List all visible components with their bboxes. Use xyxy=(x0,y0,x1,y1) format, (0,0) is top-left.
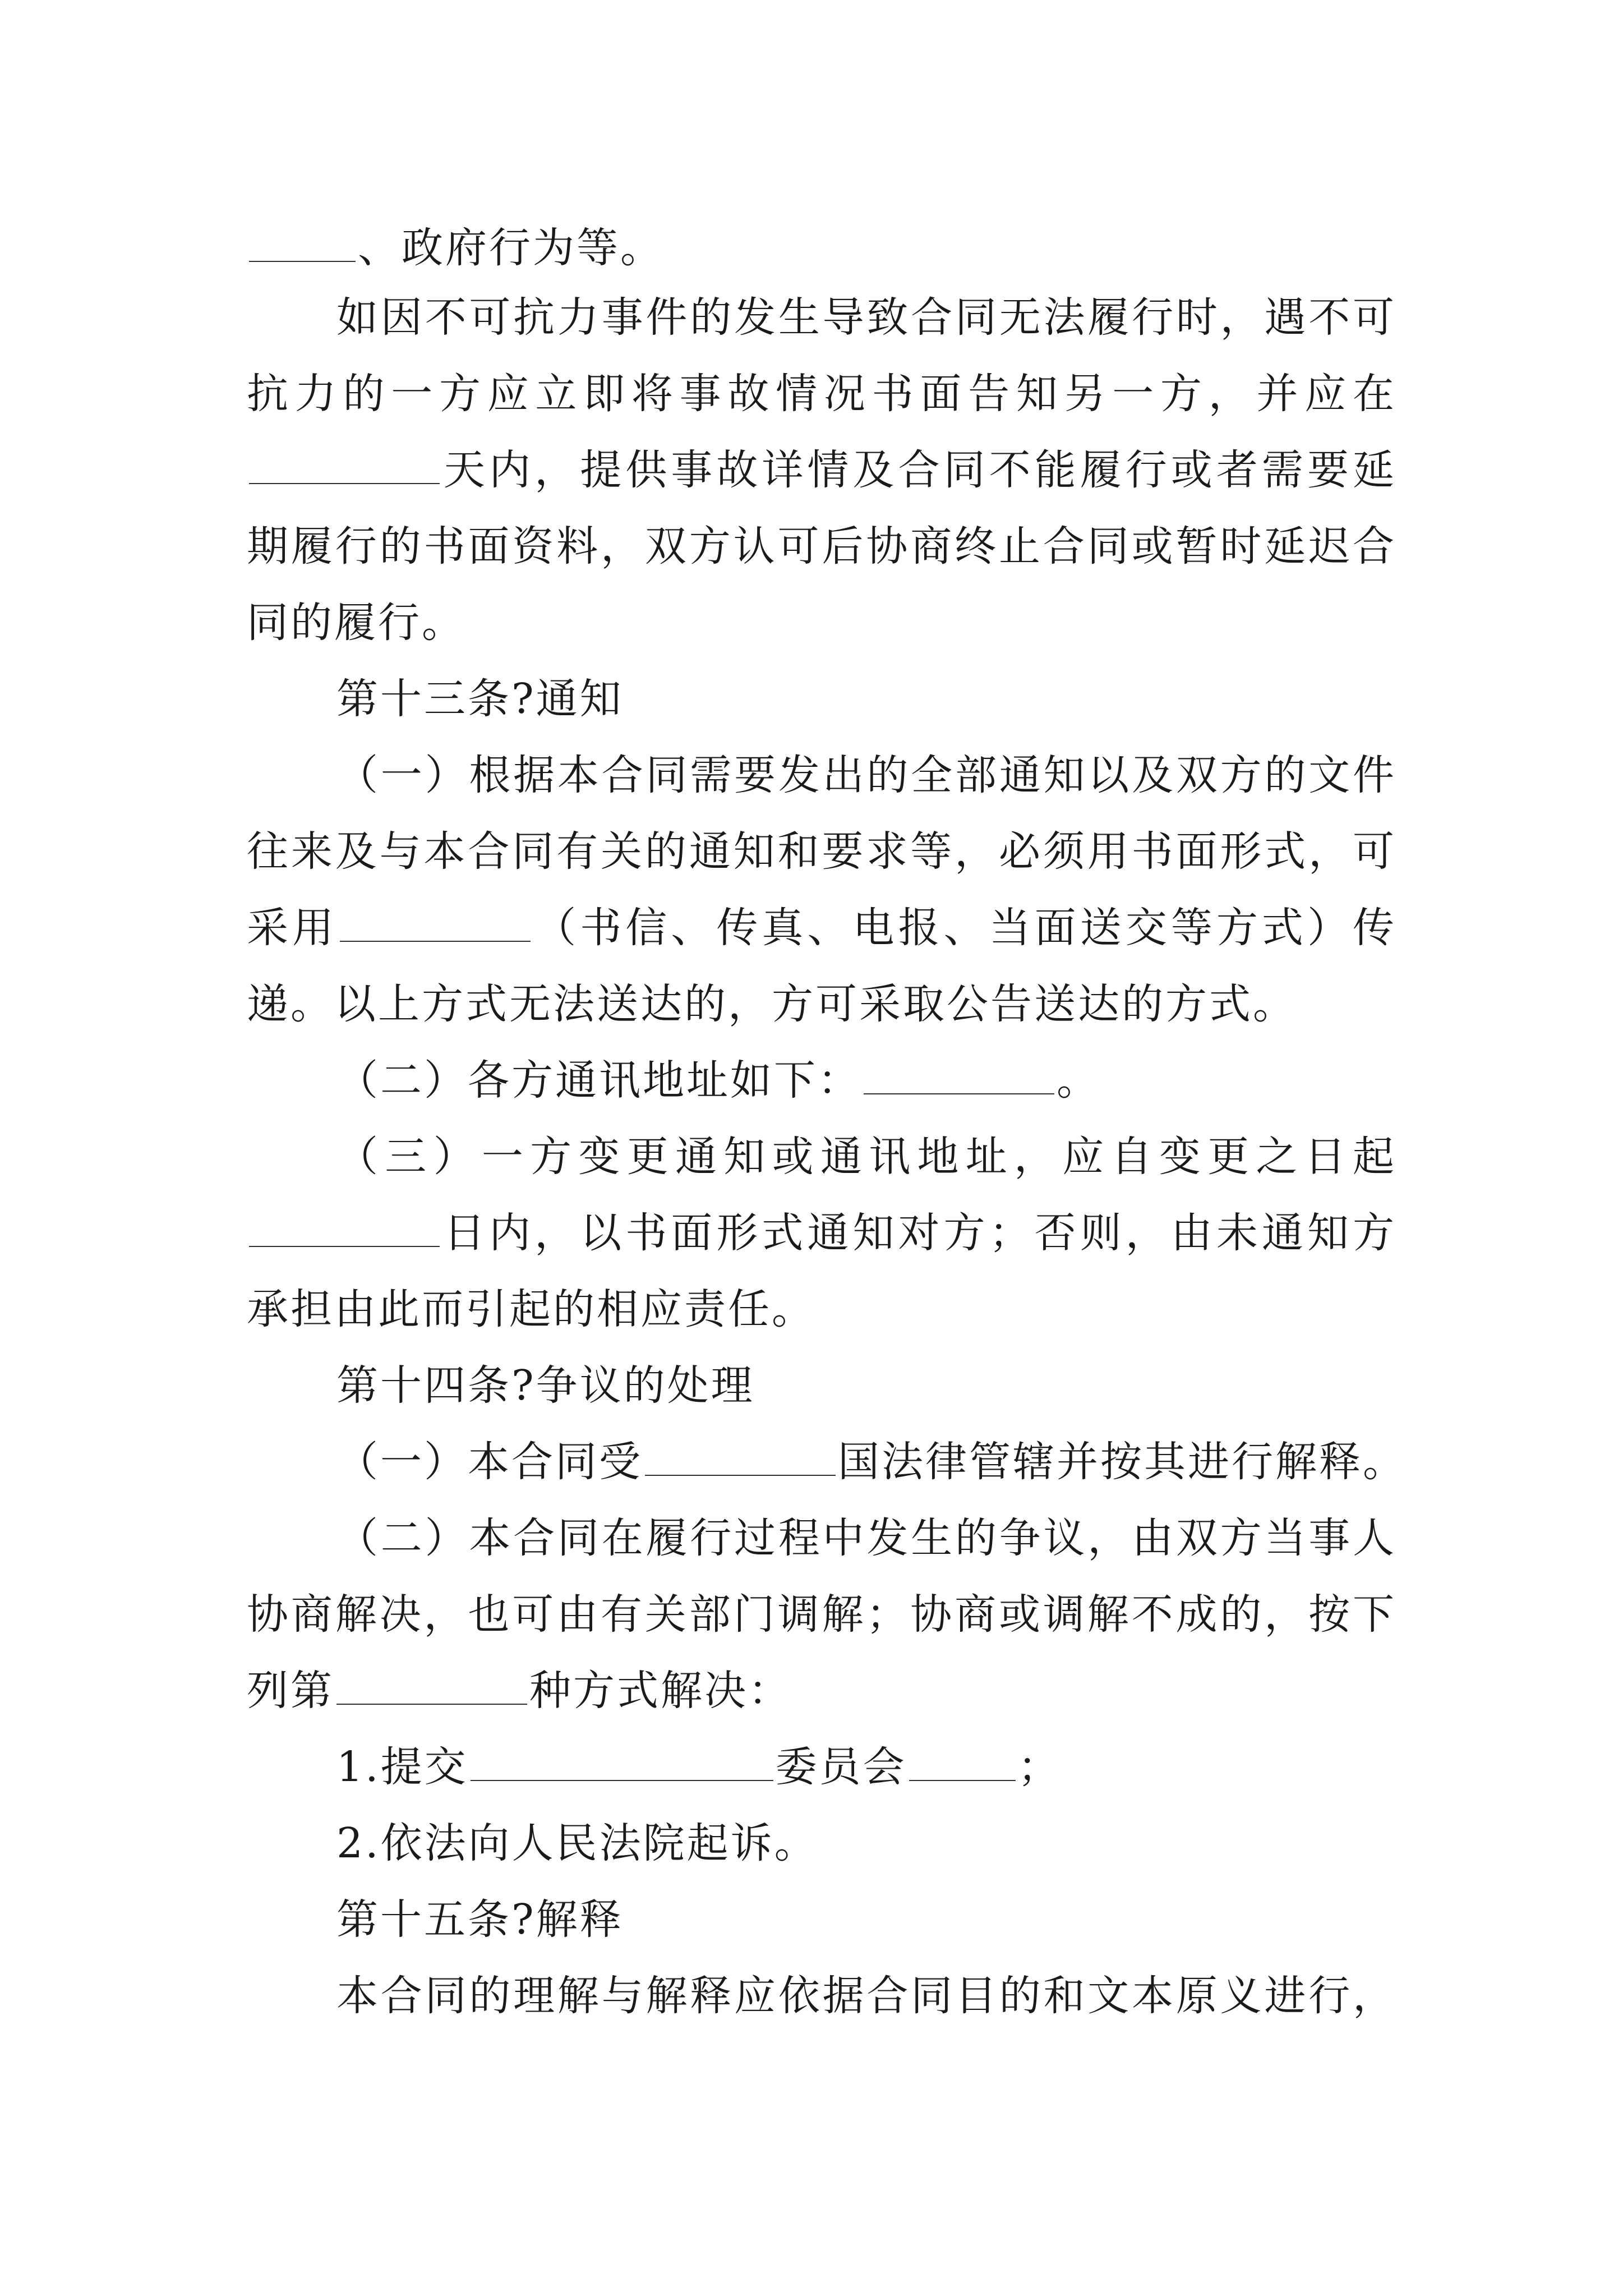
text-line: 日内，以书面形式通知对方；否则，由未通知方 xyxy=(247,1194,1396,1272)
list-item: 2.依法向人民法院起诉。 xyxy=(336,1819,818,1867)
section-heading: 第十五条?解释 xyxy=(336,1895,624,1944)
text-line: （二）本合同在履行过程中发生的争议，由双方当事人 xyxy=(336,1514,1396,1562)
blank-field xyxy=(645,1441,836,1476)
blank-field xyxy=(340,907,531,942)
text-line: 天内，提供事故详情及合同不能履行或者需要延 xyxy=(247,431,1396,509)
text-line: 本合同的理解与解释应依据合同目的和文本原义进行， xyxy=(336,1972,1396,2020)
text-line: 如因不可抗力事件的发生导致合同无法履行时，遇不可 xyxy=(336,293,1396,342)
text-line: 往来及与本合同有关的通知和要求等，必须用书面形式，可 xyxy=(247,827,1396,876)
section-heading: 第十三条?通知 xyxy=(336,675,624,723)
text-line: 抗力的一方应立即将事故情况书面告知另一方，并应在 xyxy=(247,370,1396,418)
section-heading: 第十四条?争议的处理 xyxy=(336,1361,755,1410)
blank-field xyxy=(909,1746,1016,1781)
text-line: （一）本合同受 国法律管辖并按其进行解释。 xyxy=(336,1438,1407,1486)
blank-field xyxy=(471,1746,773,1781)
blank-field xyxy=(336,1670,527,1705)
text-line: 协商解决，也可由有关部门调解；协商或调解不成的，按下 xyxy=(247,1590,1396,1639)
text-line: （一）根据本合同需要发出的全部通知以及双方的文件 xyxy=(336,751,1396,799)
blank-field xyxy=(249,1212,440,1247)
blank-field xyxy=(864,1060,1054,1094)
list-item: 1.提交 委员会 ； xyxy=(336,1743,1062,1791)
text-line: 列第 种方式解决： xyxy=(247,1667,792,1715)
blank-field xyxy=(249,449,440,484)
text-line: （二）各方通讯地址如下： 。 xyxy=(336,1056,1100,1105)
text-line: 承担由此而引起的相应责任。 xyxy=(247,1285,815,1333)
text-line: 期履行的书面资料，双方认可后协商终止合同或暂时延迟合 xyxy=(247,522,1396,570)
text-line: 同的履行。 xyxy=(247,599,465,647)
text-line: （三）一方变更通知或通讯地址，应自变更之日起 xyxy=(336,1133,1396,1181)
text-line: 、政府行为等。 xyxy=(247,209,1396,287)
blank-field xyxy=(249,227,356,262)
text-line: 递。以上方式无法送达的，方可采取公告送达的方式。 xyxy=(247,980,1297,1028)
text-line: 采用 （书信、传真、电报、当面送交等方式）传 xyxy=(247,904,1397,952)
